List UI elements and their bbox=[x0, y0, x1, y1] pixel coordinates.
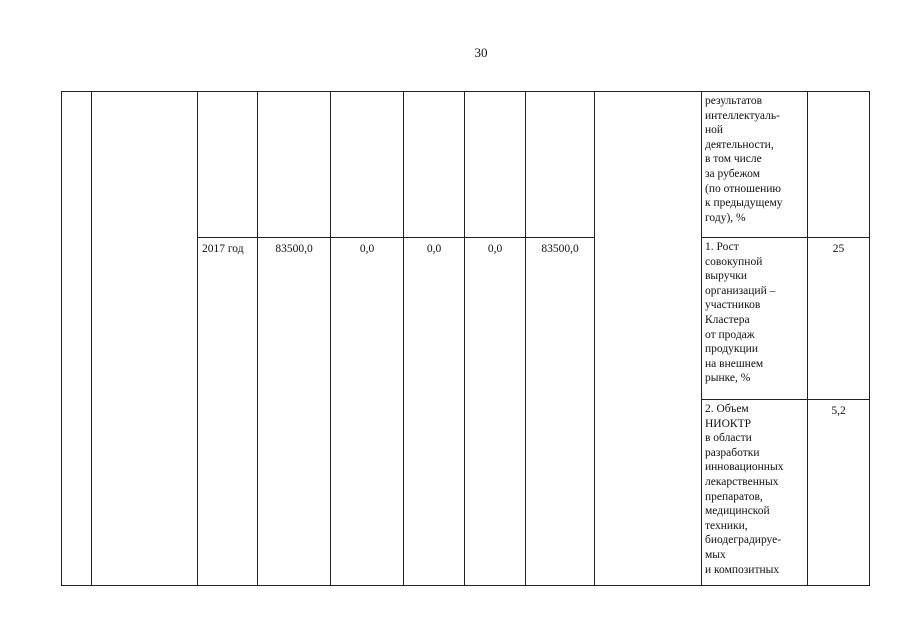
total-cell bbox=[258, 92, 331, 238]
funding-b-cell bbox=[331, 92, 404, 238]
funding-e-cell bbox=[526, 238, 595, 586]
executor-cell bbox=[595, 92, 702, 586]
year-cell bbox=[198, 92, 258, 238]
funding-d-cell bbox=[465, 92, 526, 238]
total-text: 83500,0 bbox=[275, 243, 313, 255]
funding-b-text: 0,0 bbox=[359, 243, 375, 255]
year-text: 2017 год bbox=[202, 243, 244, 255]
funding-d-text bbox=[465, 92, 525, 96]
funding-d-cell bbox=[465, 238, 526, 586]
total-text bbox=[258, 92, 330, 96]
table-row bbox=[62, 92, 870, 238]
indicator-value-cell bbox=[808, 92, 870, 238]
funding-b-cell bbox=[331, 238, 404, 586]
indicator-value: 5,2 bbox=[831, 405, 846, 417]
funding-c-cell bbox=[404, 92, 465, 238]
indicator-value bbox=[808, 92, 869, 96]
funding-c-text: 0,0 bbox=[426, 243, 442, 255]
indicator-value-cell bbox=[808, 238, 870, 400]
funding-c-text bbox=[404, 92, 464, 96]
indicator-value-cell bbox=[808, 400, 870, 586]
indicator-text: результатов интеллектуаль- ной деятельности, в том числе за рубежом (по отношению к предыдущему году), % bbox=[705, 95, 783, 224]
funding-e-cell bbox=[526, 92, 595, 238]
funding-b-text bbox=[331, 92, 403, 96]
indicator-name-cell bbox=[702, 238, 808, 400]
indicator-value: 25 bbox=[832, 243, 845, 255]
indicator-name-cell bbox=[702, 92, 808, 238]
indicator-name-cell bbox=[702, 400, 808, 586]
indicator-text: 1. Рост совокупной выручки организаций – участников Кластера от продаж продукции на внешнем рынке, % bbox=[705, 241, 776, 385]
funding-e-text: 83500,0 bbox=[541, 243, 579, 255]
year-cell bbox=[198, 238, 258, 586]
activity-name-cell bbox=[92, 92, 198, 586]
program-table bbox=[61, 91, 870, 586]
funding-c-cell bbox=[404, 238, 465, 586]
indicator-text: 2. Объем НИОКТР в области разработки инновационных лекарственных препаратов, медицинской техники, биодеградируе- мых и композитных bbox=[705, 403, 784, 576]
funding-d-text: 0,0 bbox=[487, 243, 503, 255]
page-number: 30 bbox=[474, 45, 488, 60]
funding-e-text bbox=[526, 92, 594, 96]
total-cell bbox=[258, 238, 331, 586]
number-cell bbox=[62, 92, 92, 586]
year-text bbox=[198, 92, 257, 96]
